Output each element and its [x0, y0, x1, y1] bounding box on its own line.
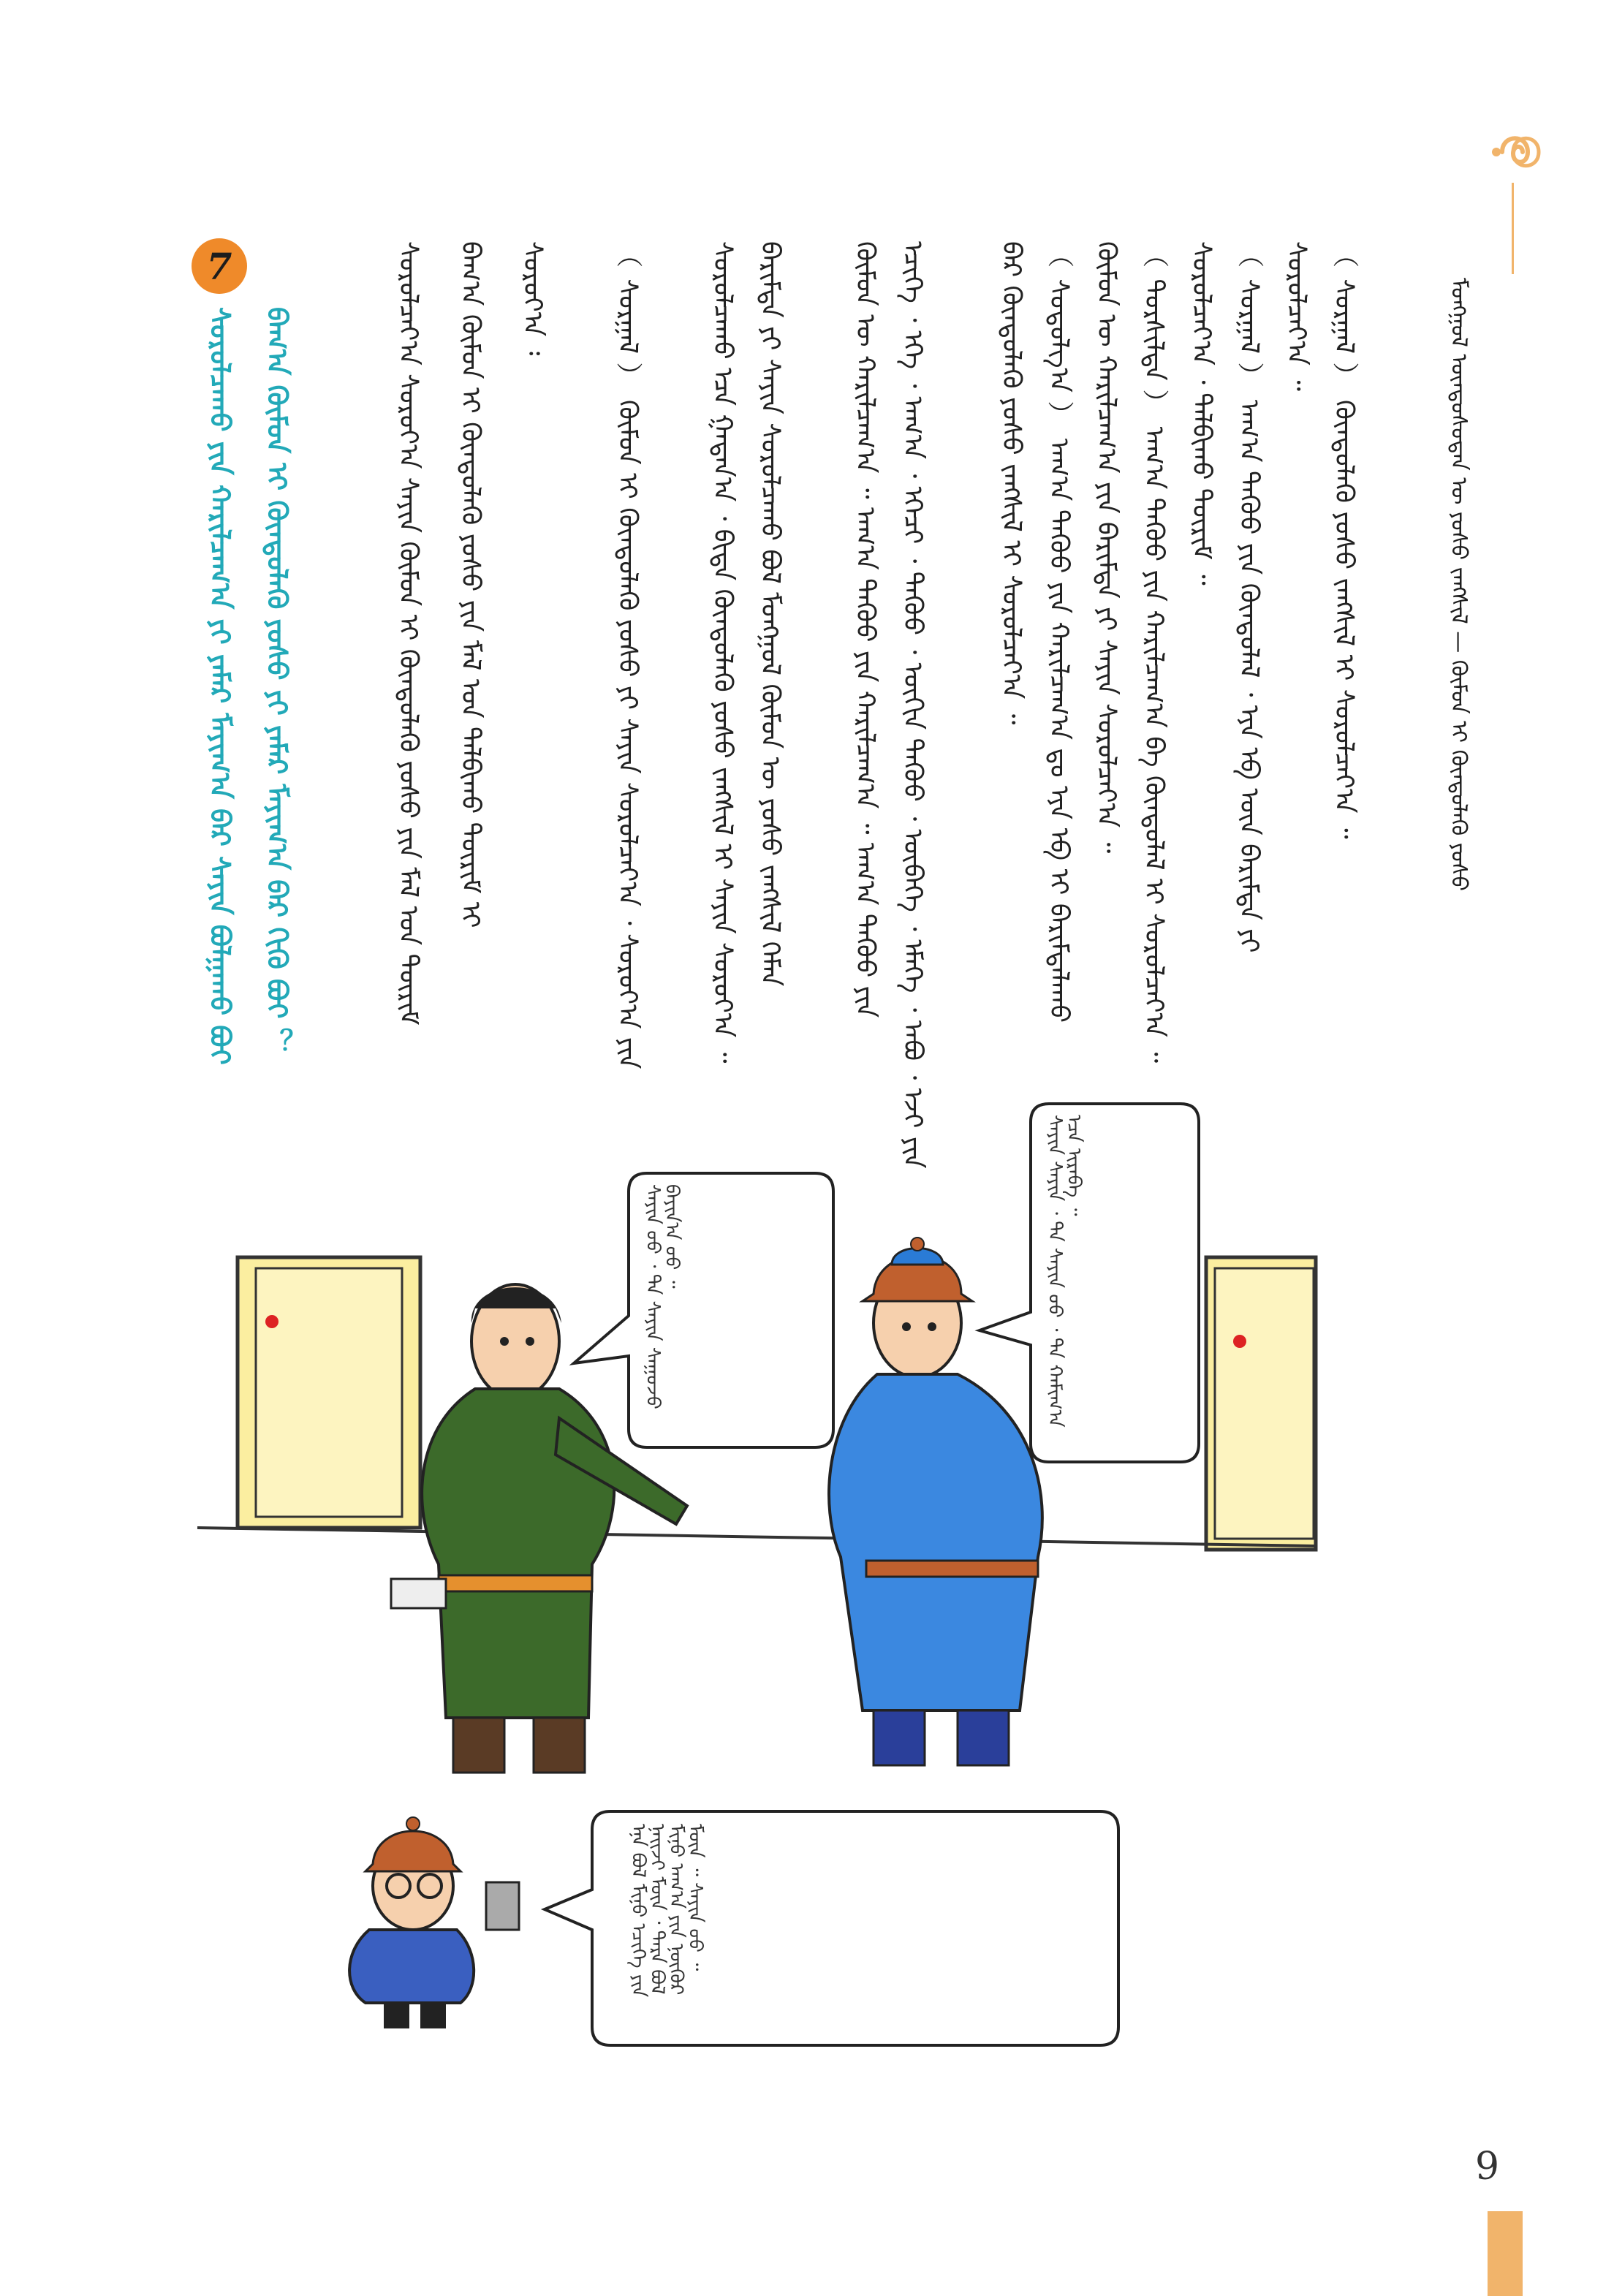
body-line: （ ᠰᠣᠳᠤᠯᠭ᠎ᠠ ） ᠠᠬ᠎ᠠ ᠳᠡᠭᠦᠦ ᠶᠢᠨ ᠬᠠᠷᠢᠯᠴᠠᠭ᠎ᠠ ᠳᠤ ᠡᠶᠡ ᠡᠪ ᠢ ᠪᠠᠷᠢᠮᠲᠠᠯᠠᠬᠤ: [1044, 241, 1074, 1023]
header-rule: [1512, 183, 1514, 274]
door-left-icon: [238, 1257, 420, 1528]
door-right-icon: [1206, 1257, 1316, 1550]
body-line: ᠰᠤᠷᠤᠯᠴᠠᠬᠤ ᠡᠴᠡ ᠭᠠᠳᠠᠨ᠎ᠠ ᠂ ᠪᠢᠳᠡ ᠬᠦᠨᠳᠦᠯᠡᠬᠦ ᠶᠣᠰᠣ ᠵᠠᠩᠱᠢᠯ ᠢ ᠰᠠᠶᠢᠨ ᠰᠤᠷᠤᠶ᠎ᠠ ᠃: [708, 241, 738, 1064]
body-line: （ ᠲᠤᠷᠰᠢᠯᠲᠠ ） ᠠᠬ᠎ᠠ ᠳᠡᠭᠦᠦ ᠶᠢᠨ ᠬᠠᠷᠢᠯᠴᠠᠭ᠎ᠠ ᠪᠠ ᠬᠦᠨᠳᠦᠯᠡᠯ ᠢ ᠰᠤᠷᠤᠯᠴᠠᠶ᠎ᠠ ᠃: [1139, 241, 1169, 1064]
speech-text-green-man: ᠰᠠᠶᠢᠨ ᠤᠤ ᠂ ᠲᠠ ᠰᠠᠶᠢᠨ ᠰᠠᠭᠤᠵᠤ ᠪᠠᠶᠢᠨ᠎ᠠ ᠤᠤ ᠃: [642, 1184, 683, 1409]
body-line: ᠰᠤᠷᠤᠯᠴᠠᠶ᠎ᠠ ᠂ ᠲᠠᠯᠪᠢᠬᠤ ᠳᠦᠷᠢᠮ ᠃: [1186, 241, 1216, 586]
body-line: ᠰᠤᠷᠤᠶ᠎ᠠ ᠄: [518, 241, 548, 356]
boy-with-book-icon: [349, 1817, 519, 2028]
body-line: ᠬᠦᠮᠦᠨ ᠦ ᠬᠠᠷᠢᠯᠴᠠᠭ᠎ᠠ ᠶᠢᠨ ᠪᠠᠷᠢᠮᠲᠠ ᠶᠢ ᠰᠠᠶᠢᠨ ᠰᠤᠷᠤᠯᠴᠠᠶ᠎ᠠ ᠃: [1091, 241, 1121, 854]
blue-robed-man-icon: [829, 1238, 1042, 1765]
body-line: （ ᠰᠤᠷᠭᠠᠯ ） ᠬᠦᠮᠦᠨ ᠢ ᠬᠦᠨᠳᠦᠯᠡᠬᠦ ᠶᠣᠰᠣ ᠶᠢ ᠰᠠᠶᠢᠨ ᠰᠤᠷᠤᠯᠴᠠᠶ᠎ᠠ ᠂ ᠰᠤᠷᠤᠶ᠎ᠠ ᠶᠢᠨ: [613, 241, 643, 1069]
body-line: ᠡᠴᠢᠭᠡ ᠂ ᠡᠬᠡ ᠂ ᠠᠬ᠎ᠠ ᠂ ᠡᠭᠡᠴᠢ ᠂ ᠳᠡᠭᠦᠦ ᠂ ᠦᠬᠢᠨ ᠳᠡᠭᠦᠦ ᠂ ᠥᠪᠡᠭᠡ ᠂ ᠡᠮᠡᠭᠡ ᠂ ᠠᠪᠤ ᠂ ᠡᠵᠢ ᠶᠢᠨ: [898, 241, 928, 1169]
body-line: ᠰᠤᠷᠤᠯᠴᠠᠶ᠎ᠠ ᠃: [1281, 241, 1311, 391]
page-number: 9: [1475, 2145, 1500, 2189]
running-header: ᠮᠣᠩᠭᠣᠯ ᠦᠨᠳᠦᠰᠦᠲᠡᠨ ᠦ ᠶᠣᠰᠣ ᠵᠠᠩᠱᠢᠯ — ᠬᠦᠮᠦᠨ ᠢ ᠬᠦᠨᠳᠦᠯᠡᠬᠦ ᠶᠣᠰᠣ: [1446, 278, 1471, 891]
ornament-icon: [1488, 123, 1553, 181]
page-tab: [1488, 2211, 1523, 2296]
body-line: （ ᠰᠤᠷᠭᠠᠯ ） ᠬᠦᠨᠳᠦᠯᠡᠬᠦ ᠶᠣᠰᠣ ᠵᠠᠩᠱᠢᠯ ᠢ ᠰᠤᠷᠤᠯᠴᠠᠶ᠎ᠠ ᠃: [1329, 241, 1359, 839]
speech-text-boy: ᠡᠨᠡ ᠪᠣᠯ ᠮᠢᠨᠤ ᠡᠴᠢᠭᠡ ᠶᠢᠨ ᠨᠠᠢᠵᠢ ᠮᠥᠨ ᠂ ᠲᠡᠷᠡ ᠪᠣᠯ ᠮᠢᠨᠤ ᠠᠬ᠎ᠠ ᠶᠢᠨ ᠨᠥᠬᠦᠷ ᠮᠥᠨ ᠃ ᠰᠠᠶᠢᠨ ᠤᠤ ᠃: [627, 1824, 706, 1998]
question-number-badge: 7: [192, 238, 247, 294]
body-line: ᠰᠤᠷᠤᠯᠴᠠᠶ᠎ᠠ ᠰᠤᠷᠤᠶ᠎ᠠ ᠰᠠᠶᠢᠨ ᠬᠦᠮᠦᠨ ᠢ ᠬᠦᠨᠳᠦᠯᠡᠬᠦ ᠶᠣᠰᠣ ᠶᠢᠨ ᠮᠠᠯ ᠤᠨ ᠳᠦᠷᠢᠮ: [393, 241, 423, 1026]
speech-text-blue-man: ᠰᠠᠶᠢᠨ ᠰᠠᠶᠢᠨ ᠂ ᠲᠠ ᠰᠠᠶᠢᠨ ᠤᠤ ᠂ ᠲᠠ ᠬᠠᠮᠢᠭ᠎ᠠ ᠡᠴᠡ ᠢᠷᠡᠪᠡ ᠃: [1044, 1115, 1085, 1428]
body-line: ᠬᠦᠮᠦᠨ ᠦ ᠬᠠᠷᠢᠯᠴᠠᠭ᠎ᠠ ᠃ ᠠᠬ᠎ᠠ ᠳᠡᠭᠦᠦ ᠶᠢᠨ ᠬᠠᠷᠢᠯᠴᠠᠭ᠎ᠠ ᠃ ᠠᠬ᠎ᠠ ᠳᠡᠭᠦᠦ ᠶᠢᠨ: [850, 241, 880, 1018]
question-line: ᠰᠤᠷᠤᠯᠴᠠᠬᠤ ᠶᠢᠨ ᠬᠠᠷᠢᠯᠴᠠᠭ᠎ᠠ ᠶᠢ ᠶᠠᠮᠠᠷ ᠮᠠᠶᠢᠭ᠎ᠠ ᠪᠠᠷ ᠰᠠᠶᠢᠨ ᠪᠣᠯᠭᠠᠬᠤ ᠪᠤᠢ: [204, 307, 236, 1065]
body-line: ᠪᠠᠷᠢᠮᠲᠠ ᠶᠢ ᠰᠠᠶᠢᠨ ᠰᠤᠷᠤᠯᠴᠠᠬᠤ ᠪᠣᠯ ᠮᠣᠩᠭᠣᠯ ᠬᠦᠮᠦᠨ ᠦ ᠶᠣᠰᠣ ᠵᠠᠩᠱᠢᠯ ᠬᠡᠮᠡᠨ: [755, 241, 785, 987]
body-line: （ ᠰᠤᠷᠭᠠᠯ ） ᠠᠬ᠎ᠠ ᠳᠡᠭᠦᠦ ᠶᠢᠨ ᠬᠦᠨᠳᠦᠯᠡᠯ ᠂ ᠡᠶᠡ ᠡᠪ ᠦᠨ ᠪᠠᠷᠢᠮᠲᠠ ᠶᠢ: [1234, 241, 1264, 953]
body-line: ᠪᠡᠷ ᠬᠦᠨᠳᠦᠯᠡᠬᠦ ᠶᠣᠰᠣ ᠵᠠᠩᠱᠢᠯ ᠢ ᠰᠤᠷᠤᠯᠴᠠᠶ᠎ᠠ ᠃: [996, 241, 1026, 725]
body-line: ᠪᠠᠭ᠎ᠠ ᠬᠦᠮᠦᠨ ᠢ ᠬᠦᠨᠳᠦᠯᠡᠬᠦ ᠶᠣᠰᠣ ᠶᠢᠨ ᠮᠠᠯ ᠤᠨ ᠲᠠᠯᠪᠢᠬᠤ ᠳᠦᠷᠢᠮ ᠢ: [455, 241, 485, 928]
question-line: ᠪᠠᠭ᠎ᠠ ᠬᠦᠮᠦᠨ ᠢ ᠬᠦᠨᠳᠦᠯᠡᠬᠦ ᠶᠣᠰᠣ ᠶᠢ ᠶᠠᠮᠠᠷ ᠮᠠᠶᠢᠭ᠎ᠠ ᠪᠠᠷ ᠬᠢᠬᠦ ᠪᠤᠢ ？: [261, 307, 293, 1056]
